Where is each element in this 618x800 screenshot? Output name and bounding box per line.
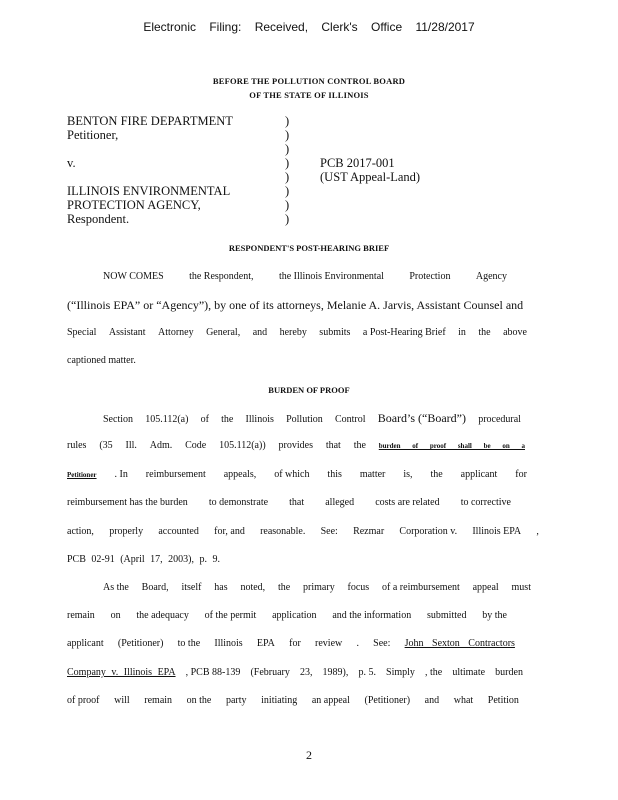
intro-line-4: captioned matter.	[67, 355, 136, 366]
word: alleged	[325, 497, 355, 508]
word: p. 5.	[358, 667, 376, 678]
word: submits	[319, 327, 351, 338]
word: applicant	[67, 638, 104, 649]
word: Ill.	[125, 440, 137, 451]
para1-line-5	[67, 526, 539, 537]
word: on the	[186, 695, 212, 706]
word: for	[515, 469, 527, 480]
caption-paren: )	[285, 212, 290, 226]
word: remain	[67, 610, 95, 621]
para2-line-2	[67, 610, 507, 621]
word: noted,	[240, 582, 266, 593]
word: Code	[185, 440, 207, 451]
respondent-name-1: ILLINOIS ENVIRONMENTAL	[67, 184, 231, 198]
word: burden	[495, 667, 523, 678]
word: costs are related	[375, 497, 440, 508]
word: submitted	[427, 610, 467, 621]
word: is,	[403, 469, 413, 480]
intro-line-2: (“Illinois EPA” or “Agency”), by one of its attorneys, Melanie A. Jarvis, Assistant Counsel and	[67, 298, 524, 312]
word: (35	[99, 440, 113, 451]
word: application	[272, 610, 317, 621]
petitioner-role: Petitioner,	[67, 128, 119, 142]
word: reimbursement	[145, 469, 206, 480]
case-type: (UST Appeal-Land)	[320, 170, 421, 184]
para1-line-2	[67, 440, 525, 451]
respondent-name-2: PROTECTION AGENCY,	[67, 198, 201, 212]
word: the	[221, 414, 234, 425]
word: of a reimbursement	[382, 582, 460, 593]
word: that	[289, 497, 305, 508]
para2-line-5	[67, 695, 519, 706]
intro-line-1	[103, 271, 507, 282]
word: appeals,	[223, 469, 257, 480]
word: , the	[425, 667, 443, 678]
word: General,	[206, 327, 241, 338]
word: Pollution	[286, 414, 323, 425]
word: Special	[67, 327, 97, 338]
word: (February	[250, 667, 290, 678]
word: for	[289, 638, 301, 649]
word: must	[511, 582, 531, 593]
word: appeal	[472, 582, 499, 593]
word: above	[503, 327, 527, 338]
caption-paren: )	[285, 198, 290, 212]
word: As the	[103, 582, 129, 593]
word: of proof	[67, 695, 100, 706]
word: review	[315, 638, 343, 649]
para1-line-4	[67, 497, 511, 508]
case-citation-sexton-cont: Company v. Illinois EPA	[67, 667, 176, 678]
word: Corporation v.	[399, 526, 458, 537]
versus: v.	[67, 156, 76, 170]
word: properly	[109, 526, 144, 537]
word: an appeal	[311, 695, 350, 706]
para1-line-6: PCB 02-91 (April 17, 2003), p. 9.	[67, 554, 220, 565]
word: hereby	[279, 327, 307, 338]
page-number: 2	[306, 748, 312, 762]
word: Board’s (“Board”)	[377, 411, 467, 425]
filing-stamp-header: Electronic Filing: Received, Clerk's Office 11/28/2017	[143, 20, 475, 34]
word: action,	[67, 526, 94, 537]
para2-line-1	[103, 582, 531, 593]
word: 105.112(a))	[219, 440, 266, 451]
word: in	[458, 327, 466, 338]
petitioner-name: BENTON FIRE DEPARTMENT	[67, 114, 233, 128]
word: 1989),	[322, 667, 349, 678]
word: that	[325, 440, 341, 451]
respondent-role: Respondent.	[67, 212, 130, 226]
word: , PCB 88-139	[185, 667, 241, 678]
word: of which	[274, 469, 310, 480]
word: ,	[536, 526, 539, 537]
word: the Respondent,	[189, 271, 254, 282]
word: by the	[482, 610, 507, 621]
board-heading-line2: OF THE STATE OF ILLINOIS	[249, 90, 369, 100]
caption-paren: )	[285, 128, 290, 142]
word: matter	[359, 469, 386, 480]
para1-line-1	[103, 411, 521, 426]
caption-paren: )	[285, 156, 290, 170]
para2-line-4	[67, 667, 523, 678]
word: the	[278, 582, 291, 593]
word: of the permit	[204, 610, 257, 621]
word: remain	[144, 695, 173, 706]
intro-line-3	[67, 327, 527, 338]
word: accounted	[158, 526, 199, 537]
word: Simply	[386, 667, 415, 678]
word: to the	[177, 638, 201, 649]
word: the Illinois Environmental	[278, 271, 384, 282]
word: .	[356, 638, 359, 649]
word: reimbursement has the burden	[67, 497, 188, 508]
word: itself	[181, 582, 202, 593]
caption-paren: )	[285, 170, 290, 184]
word: EPA	[256, 638, 275, 649]
word: on	[110, 610, 121, 621]
para2-line-3	[67, 638, 515, 649]
caption-paren: )	[285, 184, 290, 198]
word: 105.112(a)	[145, 414, 189, 425]
word: reasonable.	[260, 526, 306, 537]
word: Protection	[409, 271, 451, 282]
word: the adequacy	[136, 610, 189, 621]
word: a Post-Hearing Brief	[362, 327, 446, 338]
word: Board,	[141, 582, 169, 593]
petitioner-quote: Petitioner	[67, 471, 97, 479]
word: Attorney	[158, 327, 194, 338]
case-citation-sexton: John Sexton Contractors	[404, 638, 515, 649]
word: Illinois EPA	[472, 526, 522, 537]
word: provides	[278, 440, 313, 451]
word: Petition	[487, 695, 519, 706]
word: to corrective	[460, 497, 511, 508]
word: and	[424, 695, 440, 706]
caption-paren: )	[285, 114, 290, 128]
board-heading-line1: BEFORE THE POLLUTION CONTROL BOARD	[212, 76, 406, 86]
word: (Petitioner)	[364, 695, 411, 706]
word: for, and	[214, 526, 245, 537]
word: Rezmar	[353, 526, 385, 537]
word: Control	[334, 414, 366, 425]
word: See:	[373, 638, 391, 649]
section-heading-burden-of-proof: BURDEN OF PROOF	[268, 385, 350, 395]
word: to demonstrate	[208, 497, 269, 508]
word: Illinois	[214, 638, 243, 649]
word: has	[214, 582, 228, 593]
word: Adm.	[149, 440, 173, 451]
word: focus	[347, 582, 370, 593]
word: and	[252, 327, 268, 338]
word: what	[453, 695, 474, 706]
word: the	[478, 327, 491, 338]
word: the	[430, 469, 443, 480]
word: ultimate	[452, 667, 486, 678]
para1-line-3	[67, 469, 527, 480]
word: will	[114, 695, 130, 706]
word: Assistant	[108, 327, 146, 338]
word: (Petitioner)	[117, 638, 164, 649]
word: initiating	[261, 695, 298, 706]
word: See:	[320, 526, 338, 537]
word: Section	[103, 414, 133, 425]
word: rules	[67, 440, 87, 451]
word: party	[225, 695, 247, 706]
word: 23,	[299, 667, 313, 678]
word: this	[327, 469, 342, 480]
brief-title: RESPONDENT'S POST-HEARING BRIEF	[228, 243, 390, 253]
word: of	[200, 414, 209, 425]
word: Agency	[475, 271, 507, 282]
word: NOW COMES	[103, 271, 164, 282]
burden-of-proof-quote: burden of proof shall be on a	[378, 442, 525, 450]
word: applicant	[460, 469, 498, 480]
word: Illinois	[245, 414, 274, 425]
word: the	[353, 440, 366, 451]
case-number: PCB 2017-001	[320, 156, 395, 170]
word: primary	[303, 582, 335, 593]
caption-paren: )	[285, 142, 290, 156]
word: . In	[114, 469, 128, 480]
word: and the information	[332, 610, 412, 621]
word: procedural	[478, 414, 521, 425]
